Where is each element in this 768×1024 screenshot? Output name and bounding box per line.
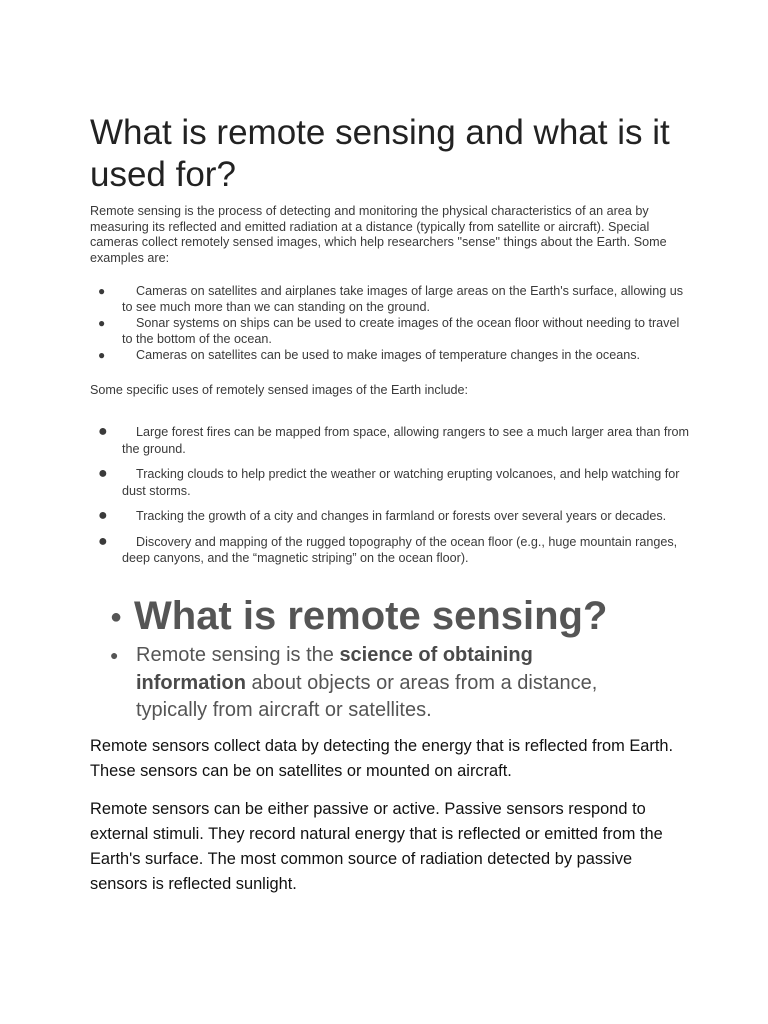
bullet-icon: ●	[98, 423, 108, 440]
list-item-text: Large forest fires can be mapped from space, allowing rangers to see a much larger area than from the ground.	[122, 425, 690, 456]
uses-intro: Some specific uses of remotely sensed images of the Earth include:	[90, 383, 469, 397]
bullet-icon: ●	[110, 606, 123, 628]
list-item-text: Tracking clouds to help predict the weather or watching erupting volcanoes, and help watching for dust storms.	[122, 467, 680, 498]
bullet-icon: ●	[98, 507, 108, 524]
bullet-icon: ●	[98, 465, 108, 482]
examples-list	[90, 284, 690, 365]
list-item	[90, 508, 690, 525]
slide-sub-bold: science of obtaining information	[136, 644, 533, 694]
slide-sub-part1: Remote sensing is the	[136, 644, 340, 666]
list-item	[90, 316, 690, 347]
bullet-icon: ●	[98, 284, 106, 298]
bullet-icon: ●	[98, 316, 106, 330]
uses-list	[90, 424, 690, 576]
list-item	[90, 284, 690, 315]
passive-active-paragraph: Remote sensors can be either passive or active. Passive sensors respond to external stimuli. They record natural energy that is reflected or emitted from the Earth's surface. The most common source of radiation detected by passive sensors is reflected sunlight.	[90, 800, 663, 893]
list-item-text: Discovery and mapping of the rugged topography of the ocean floor (e.g., huge mountain ranges, deep canyons, and the “magnetic striping” on the ocean floor).	[122, 534, 678, 565]
slide-heading	[104, 590, 724, 642]
bullet-icon: ●	[98, 348, 106, 362]
list-item	[90, 424, 690, 457]
list-item-text: Sonar systems on ships can be used to create images of the ocean floor without needing to travel to the bottom of the ocean.	[122, 316, 680, 346]
list-item-text: Cameras on satellites can be used to make images of temperature changes in the oceans.	[136, 348, 641, 362]
page-title: What is remote sensing and what is it used for?	[90, 113, 670, 194]
slide-subpoint-text	[104, 642, 624, 725]
list-item	[90, 534, 690, 567]
list-item-text: Cameras on satellites and airplanes take images of large areas on the Earth's surface, allowing us to see much more than we can standing on the ground.	[122, 284, 684, 314]
slide-heading-text: What is remote sensing?	[134, 594, 608, 638]
intro-paragraph: Remote sensing is the process of detecting and monitoring the physical characteristics of an area by measuring its reflected and emitted radiation at a distance (typically from satellite or aircraft). Special cameras collect remotely sensed images, which help researchers "sense" things about the Earth. Some examples are:	[90, 204, 667, 265]
list-item-text: Tracking the growth of a city and changes in farmland or forests over several years or decades.	[136, 509, 667, 523]
slide-sub-part2: about objects or areas from a distance, typically from aircraft or satellites.	[136, 671, 598, 721]
bullet-icon: ●	[110, 647, 119, 663]
sensors-paragraph: Remote sensors collect data by detecting the energy that is reflected from Earth. These sensors can be on satellites or mounted on aircraft.	[90, 737, 674, 780]
bullet-icon: ●	[98, 532, 108, 550]
list-item	[90, 466, 690, 499]
list-item	[90, 348, 690, 364]
slide-subpoint	[104, 642, 624, 725]
